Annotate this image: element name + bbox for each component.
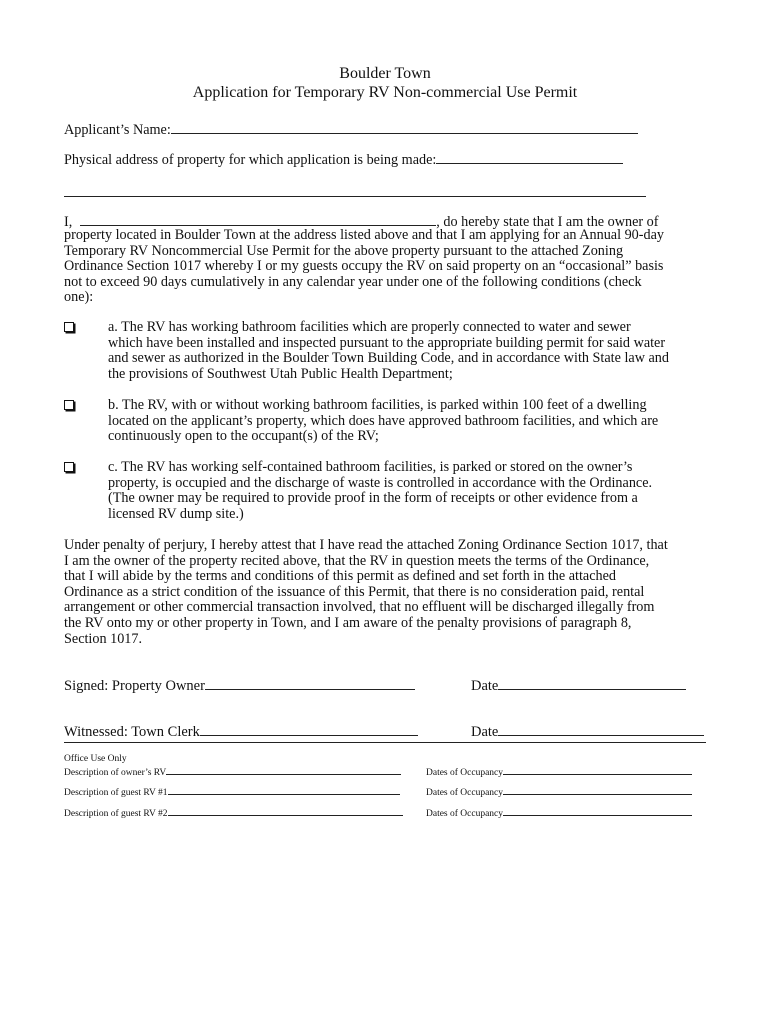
guest-rv-2-dates-field[interactable]: [503, 806, 692, 816]
attestation-line: Under penalty of perjury, I hereby attest that I have read the attached Zoning Ordinance Section 1017, that: [64, 537, 668, 553]
physical-address-row: [64, 151, 623, 168]
condition-line: located on the applicant’s property, which does have approved bathroom facilities, and which are: [108, 412, 659, 429]
attestation-line: the RV onto my or other property in Town, and I am aware of the penalty provisions of paragraph 8,: [64, 614, 632, 631]
physical-address-label: Physical address of property for which application is being made:: [64, 152, 437, 168]
owner-signature-label: Signed: Property Owner: [64, 678, 205, 694]
guest-rv-2-dates-row: [426, 806, 692, 820]
condition-c-text: [108, 460, 652, 522]
guest-rv-2-dates-label: Dates of Occupancy: [426, 809, 504, 819]
condition-a-text: [108, 320, 669, 382]
statement-line: property located in Boulder Town at the address listed above and that I am applying for an Annual 90-day: [64, 227, 664, 243]
statement-line1-suffix: , do hereby state that I am the owner of: [436, 214, 659, 230]
statement-paragraph: [64, 228, 664, 306]
guest-rv-1-field[interactable]: [168, 785, 400, 795]
guest-rv-1-label: Description of guest RV #1: [64, 788, 168, 798]
condition-line: and sewer as authorized in the Boulder Town Building Code, and in accordance with State law and: [108, 350, 669, 367]
owner-date-row: [471, 677, 686, 695]
condition-line: c. The RV has working self-contained bathroom facilities, is parked or stored on the owner’s: [108, 459, 633, 475]
attestation-line: arrangement or other commercial transaction involved, that no effluent will be discharged illegally from: [64, 599, 655, 616]
applicant-name-row: [64, 121, 638, 138]
statement-prefix: I,: [64, 214, 73, 230]
owner-signature-row: [64, 677, 415, 695]
statement-line: not to exceed 90 days cumulatively in any calendar year under one of the following conditions (check: [64, 273, 642, 290]
owner-rv-row: [64, 765, 401, 779]
condition-line: continuously open to the occupant(s) of the RV;: [108, 428, 379, 445]
applicant-name-field[interactable]: [171, 121, 638, 134]
clerk-date-label: Date: [471, 724, 499, 740]
clerk-signature-label: Witnessed: Town Clerk: [64, 724, 200, 740]
condition-line: which have been installed and inspected pursuant to the appropriate building permit for said water: [108, 334, 666, 351]
attestation-paragraph: [64, 538, 668, 647]
attestation-line: that I will abide by the terms and conditions of this permit as defined and set forth in the attached: [64, 568, 616, 585]
condition-b-text: [108, 398, 658, 445]
clerk-signature-field[interactable]: [200, 723, 418, 736]
statement-line: Ordinance Section 1017 whereby I or my guests occupy the RV on said property on an “occasional” basis: [64, 258, 664, 275]
form-title: Application for Temporary RV Non-commercial Use Permit: [192, 84, 578, 101]
clerk-date-row: [471, 723, 704, 741]
condition-line: the provisions of Southwest Utah Public Health Department;: [108, 365, 453, 382]
condition-line: a. The RV has working bathroom facilities which are properly connected to water and sewer: [108, 319, 631, 335]
owner-rv-field[interactable]: [166, 765, 401, 775]
guest-rv-1-row: [64, 785, 400, 799]
condition-line: b. The RV, with or without working bathroom facilities, is parked within 100 feet of a dwelling: [108, 397, 647, 413]
guest-rv-1-dates-row: [426, 785, 692, 799]
attestation-line: Ordinance as a strict condition of the issuance of this Permit, that there is no consideration paid, rental: [64, 583, 645, 600]
town-name: Boulder Town: [339, 65, 431, 82]
office-use-heading: Office Use Only: [64, 754, 127, 764]
office-use-divider: [64, 742, 706, 743]
condition-b-checkbox[interactable]: [64, 400, 74, 410]
guest-rv-2-label: Description of guest RV #2: [64, 809, 168, 819]
attestation-line: I am the owner of the property recited above, that the RV in question meets the terms of the Ordinance,: [64, 552, 650, 569]
condition-c-checkbox[interactable]: [64, 462, 74, 472]
owner-rv-dates-row: [426, 765, 692, 779]
physical-address-continuation-field[interactable]: [64, 196, 646, 197]
owner-name-field[interactable]: [80, 213, 436, 226]
physical-address-field[interactable]: [436, 151, 623, 164]
condition-line: (The owner may be required to provide proof in the form of receipts or other evidence from a: [108, 490, 638, 507]
statement-line: one):: [64, 289, 94, 306]
owner-rv-dates-field[interactable]: [503, 765, 692, 775]
guest-rv-2-row: [64, 806, 403, 820]
owner-date-label: Date: [471, 678, 499, 694]
guest-rv-1-dates-field[interactable]: [503, 785, 692, 795]
condition-line: property, is occupied and the discharge of waste is controlled in accordance with the Ordinance.: [108, 474, 653, 491]
guest-rv-2-field[interactable]: [168, 806, 403, 816]
applicant-name-label: Applicant’s Name:: [64, 122, 171, 138]
clerk-date-field[interactable]: [498, 723, 704, 736]
owner-rv-dates-label: Dates of Occupancy: [426, 768, 504, 778]
owner-signature-field[interactable]: [205, 677, 415, 690]
condition-line: licensed RV dump site.): [108, 505, 244, 522]
owner-rv-label: Description of owner’s RV: [64, 768, 167, 778]
clerk-signature-row: [64, 723, 418, 741]
statement-line: Temporary RV Noncommercial Use Permit for the above property pursuant to the attached Zoning: [64, 242, 624, 259]
guest-rv-1-dates-label: Dates of Occupancy: [426, 788, 504, 798]
attestation-line: Section 1017.: [64, 630, 143, 647]
condition-a-checkbox[interactable]: [64, 322, 74, 332]
owner-date-field[interactable]: [498, 677, 686, 690]
